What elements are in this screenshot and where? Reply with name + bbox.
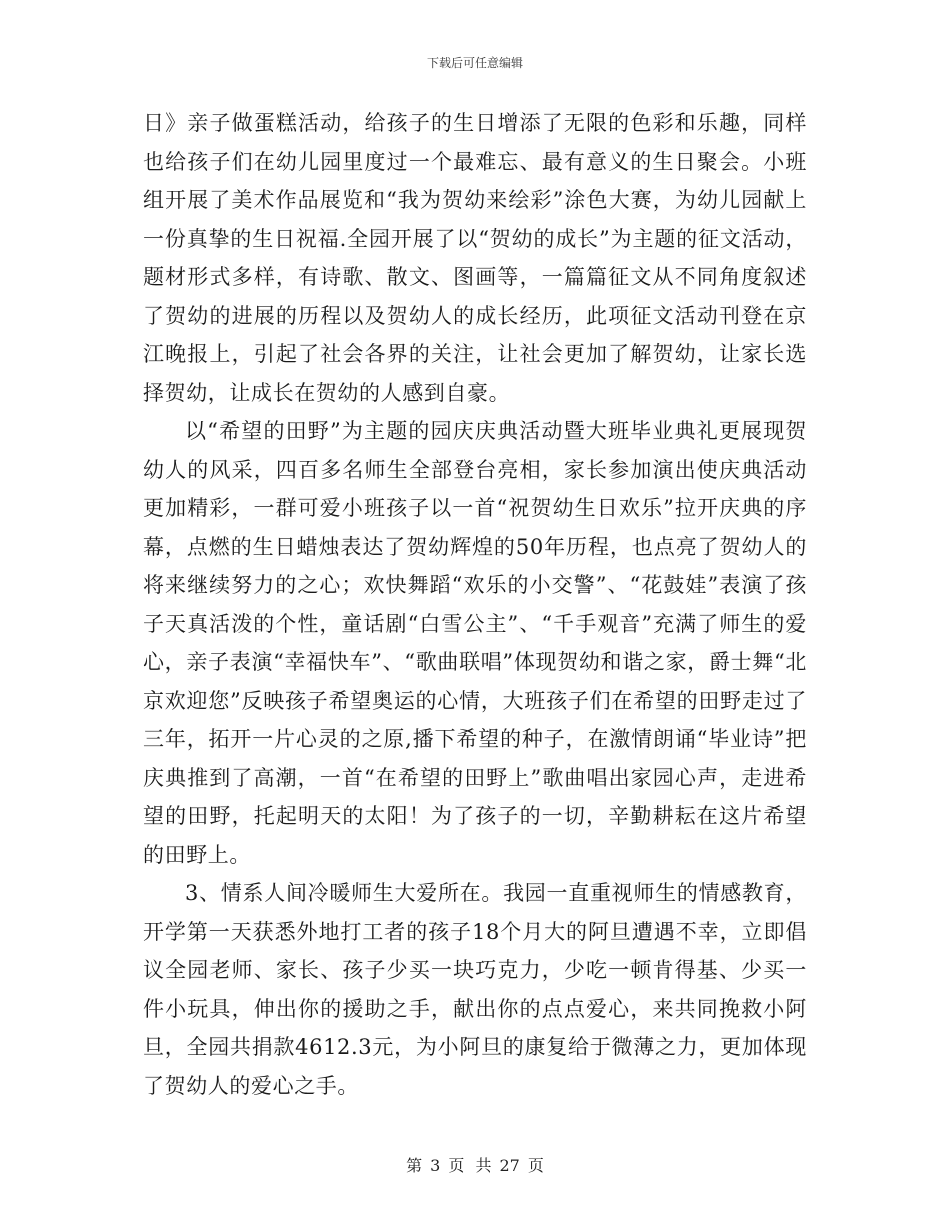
page-footer — [0, 1153, 950, 1176]
current-page-number: 3 — [430, 1156, 441, 1175]
document-body — [143, 104, 807, 1105]
total-pages-number: 27 — [499, 1156, 520, 1175]
footer-prefix: 第 — [406, 1156, 423, 1175]
paragraph-2: 以“希望的田野”为主题的园庆庆典活动暨大班毕业典礼更展现贺幼人的风采，四百多名师生全部登台亮相，家长参加演出使庆典活动更加精彩，一群可爱小班孩子以一首“祝贺幼生日欢乐”拉开庆典的序幕，点燃的生日蜡烛表达了贺幼辉煌的50年历程，也点亮了贺幼人的将来继续努力的之心；欢快舞蹈“欢乐的小交警”、“花鼓娃”表演了孩子天真活泼的个性，童话剧“白雪公主”、“千手观音”充满了师生的爱心，亲子表演“幸福快车”、“歌曲联唱”体现贺幼和谐之家，爵士舞“北京欢迎您”反映孩子希望奥运的心情，大班孩子们在希望的田野走过了三年，拓开一片心灵的之原,播下希望的种子，在激情朗诵“毕业诗”把庆典推到了高潮，一首“在希望的田野上”歌曲唱出家园心声，走进希望的田野，托起明天的太阳！为了孩子的一切，辛勤耕耘在这片希望的田野上。 — [143, 419, 807, 867]
page-header: 下载后可任意编辑 — [426, 56, 523, 70]
paragraph-1: 日》亲子做蛋糕活动，给孩子的生日增添了无限的色彩和乐趣，同样也给孩子们在幼儿园里度过一个最难忘、最有意义的生日聚会。小班组开展了美术作品展览和“我为贺幼来绘彩”涂色大赛，为幼儿园献上一份真挚的生日祝福.全园开展了以“贺幼的成长”为主题的征文活动，题材形式多样，有诗歌、散文、图画等，一篇篇征文从不同角度叙述了贺幼的进展的历程以及贺幼人的成长经历，此项征文活动刊登在京江晚报上，引起了社会各界的关注，让社会更加了解贺幼，让家长选择贺幼，让成长在贺幼的人感到自豪。 — [143, 111, 807, 405]
paragraph-3: 3、情系人间冷暖师生大爱所在。我园一直重视师生的情感教育，开学第一天获悉外地打工者的孩子18个月大的阿旦遭遇不幸，立即倡议全园老师、家长、孩子少买一块巧克力，少吃一顿肯得基、少买一件小玩具，伸出你的援助之手，献出你的点点爱心，来共同挽救小阿旦，全园共捐款4612.3元，为小阿旦的康复给于微薄之力，更加体现了贺幼人的爱心之手。 — [143, 881, 807, 1098]
footer-suffix: 页 — [527, 1156, 544, 1175]
footer-mid: 页 共 — [448, 1156, 492, 1175]
